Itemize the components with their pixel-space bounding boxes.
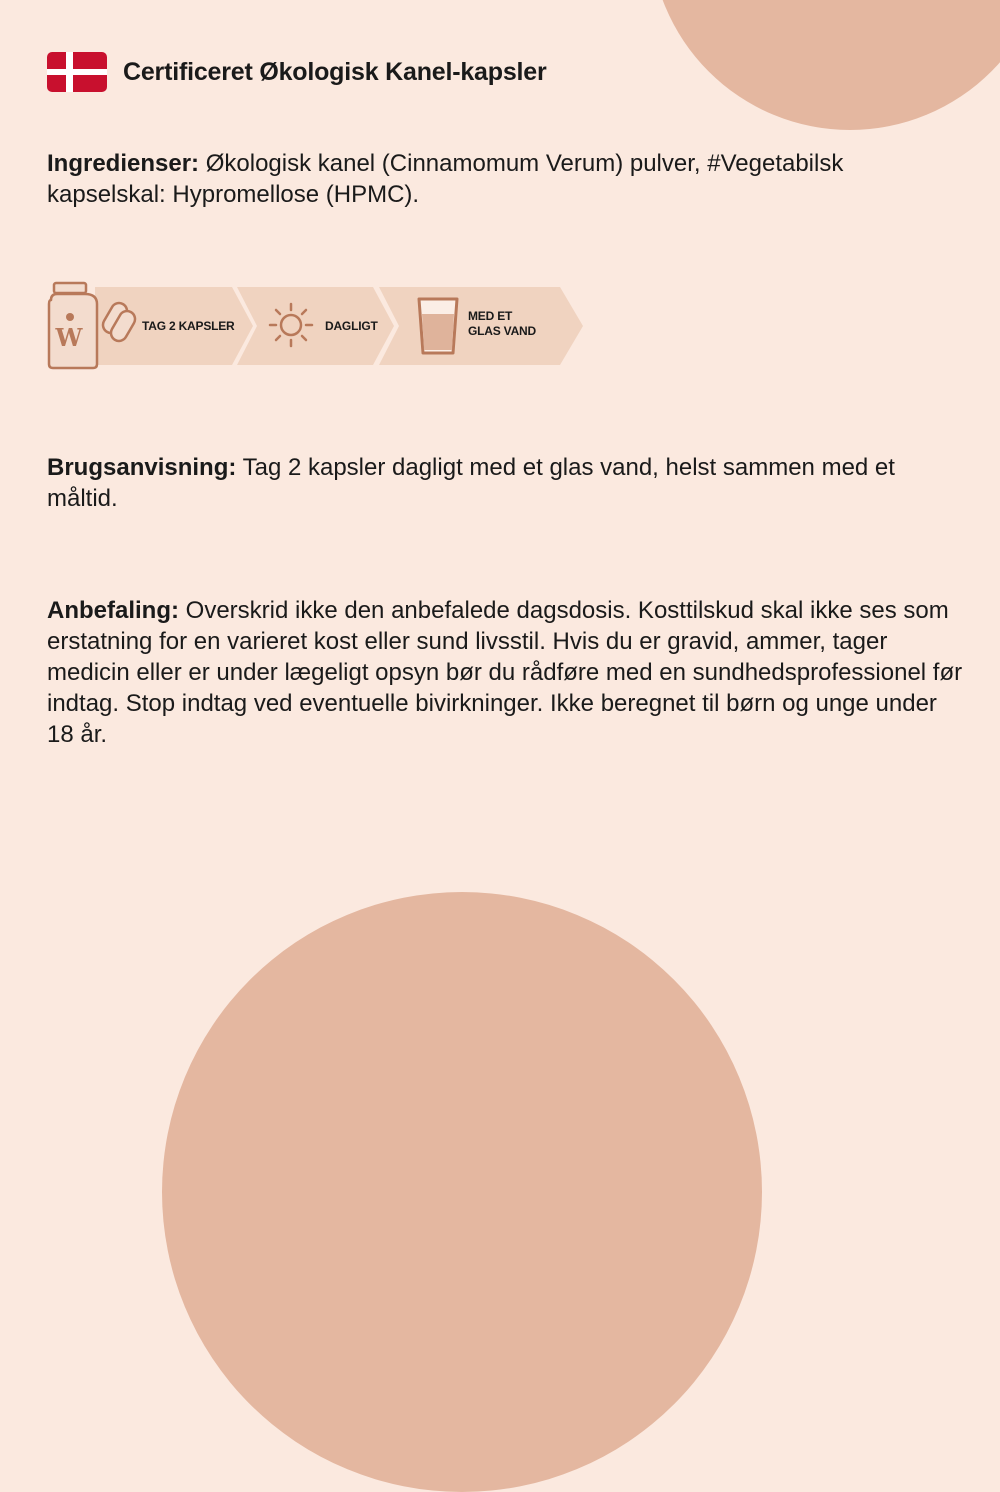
ingredients-text: Økologisk kanel (Cinnamomum Verum) pulver, #Vegetabilsk kapselskal: Hypromellose (HPMC). — [47, 150, 844, 208]
step-label-water-line1: MED ET — [468, 309, 513, 323]
usage-label: Brugsanvisning: — [47, 454, 237, 481]
step-label-water-line2: GLAS VAND — [468, 324, 536, 338]
page-header — [47, 52, 547, 92]
ingredients-label: Ingredienser: — [47, 150, 200, 177]
usage-steps-banner — [45, 280, 590, 372]
warning-text: Overskrid ikke den anbefalede dagsdosis. Kosttilskud skal ikke ses som erstatning for en varieret kost eller sund livsstil. Hvis du er gravid, ammer, tager medicin eller er under lægeligt opsyn bør du rådføre med en sundhedsprofessionel før indtag. Stop indtag ved eventuelle bivirkninger. Ikke beregnet til børn og unge under 18 år. — [47, 597, 963, 748]
ingredients-paragraph — [47, 148, 967, 210]
step-label-daily: DAGLIGT — [325, 319, 378, 333]
step-label-water — [468, 309, 558, 339]
supplement-bottle-icon — [49, 283, 97, 368]
warning-paragraph — [47, 595, 967, 750]
decorative-circle-bottom — [162, 892, 762, 1492]
usage-text: Tag 2 kapsler dagligt med et glas vand, helst sammen med et måltid. — [47, 454, 895, 512]
denmark-flag-icon — [47, 52, 107, 92]
svg-text:W: W — [55, 323, 83, 352]
decorative-circle-top — [650, 0, 1000, 130]
usage-paragraph — [47, 452, 967, 514]
page-title: Certificeret Økologisk Kanel-kapsler — [123, 57, 547, 86]
water-glass-icon — [419, 299, 457, 353]
warning-label: Anbefaling: — [47, 597, 179, 624]
step-label-capsules: TAG 2 KAPSLER — [142, 319, 235, 333]
